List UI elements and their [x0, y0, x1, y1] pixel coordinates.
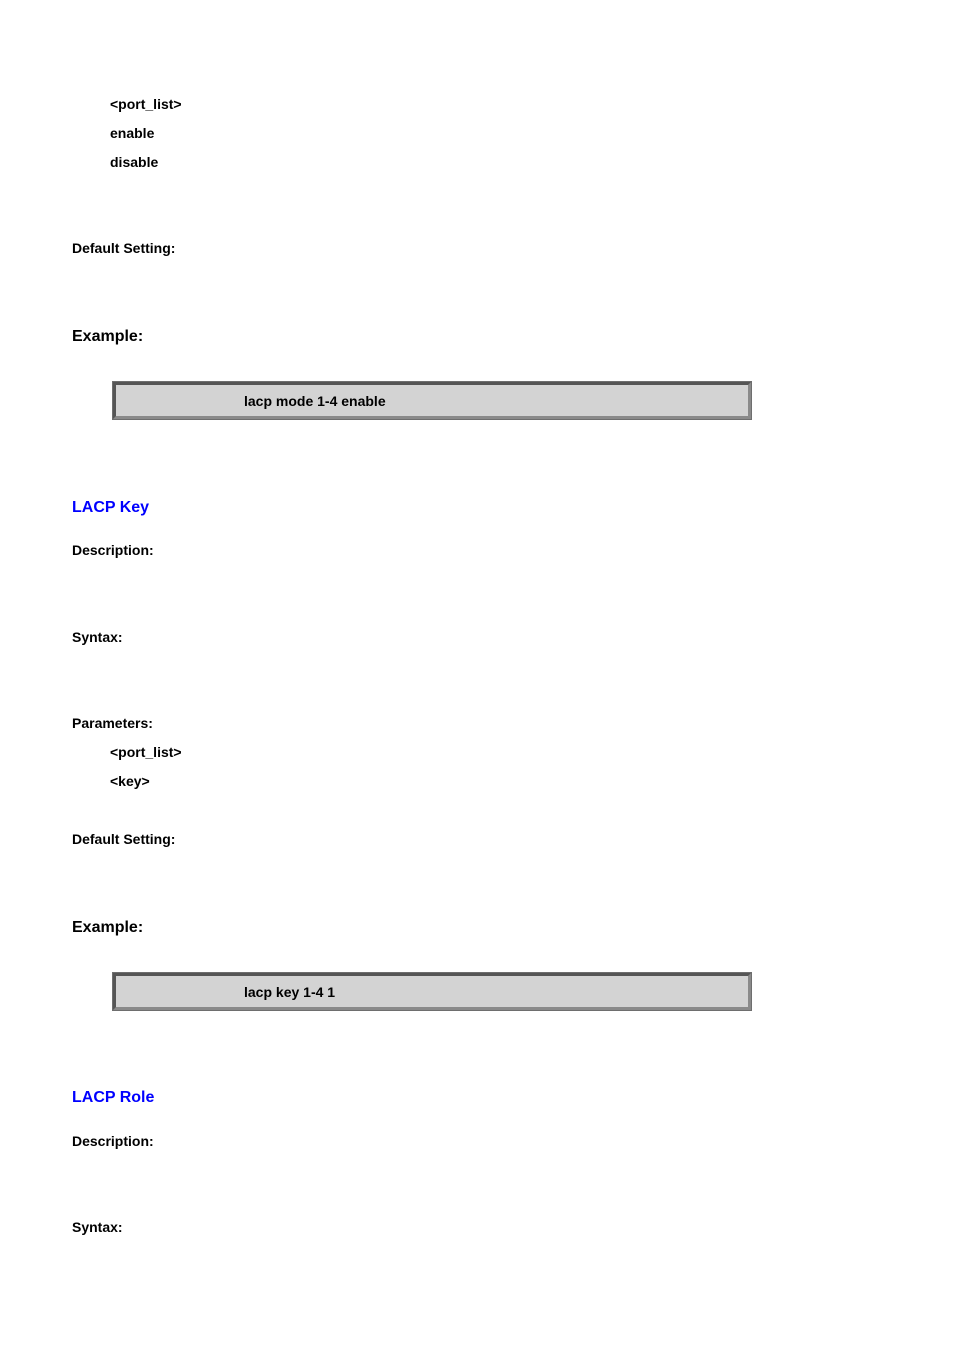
example-command-box — [113, 973, 751, 1010]
default-setting-label: Default Setting: — [72, 240, 176, 256]
syntax-label: Syntax: — [72, 629, 123, 645]
syntax-label: Syntax: — [72, 1219, 123, 1235]
example-label: Example: — [72, 919, 144, 936]
param-key: <key> — [110, 773, 150, 789]
parameters-label: Parameters: — [72, 715, 153, 731]
example-command-box — [113, 382, 751, 419]
section-title-lacp-key: LACP Key — [72, 499, 150, 516]
example-command: lacp key 1-4 1 — [244, 984, 336, 1000]
default-setting-label: Default Setting: — [72, 831, 176, 847]
param-enable: enable — [110, 125, 155, 141]
section-title-lacp-role: LACP Role — [72, 1089, 155, 1106]
param-port-list: <port_list> — [110, 96, 182, 112]
param-port-list: <port_list> — [110, 744, 182, 760]
example-label: Example: — [72, 328, 144, 345]
example-command: lacp mode 1-4 enable — [244, 393, 386, 409]
description-label: Description: — [72, 1133, 154, 1149]
description-label: Description: — [72, 542, 154, 558]
param-disable: disable — [110, 154, 159, 170]
